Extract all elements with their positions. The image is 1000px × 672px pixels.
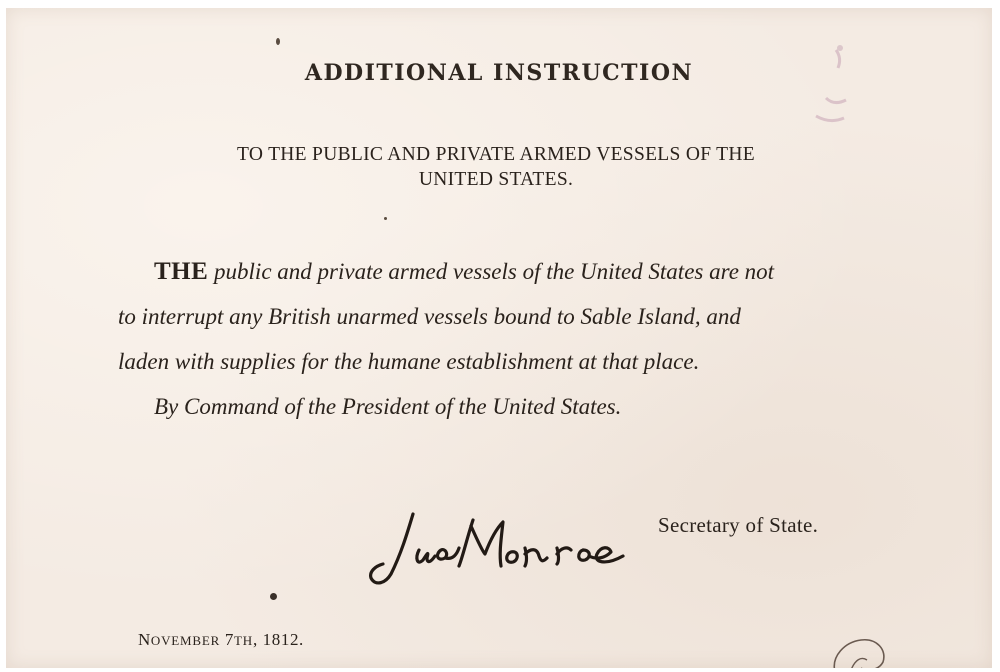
- paragraph-line-1-text: public and private armed vessels of the United States are not: [208, 259, 775, 284]
- paragraph-lead-word: THE: [154, 258, 209, 285]
- command-line: By Command of the President of the United States.: [154, 394, 622, 419]
- document-date: [138, 630, 304, 650]
- handwritten-signature: [361, 500, 641, 600]
- date-day-suffix: TH: [234, 633, 253, 648]
- paragraph-line-1: [118, 249, 898, 294]
- date-month-rest: OVEMBER: [150, 633, 221, 648]
- date-year: , 1812.: [252, 630, 304, 649]
- subtitle-line-2: UNITED STATES.: [418, 169, 574, 190]
- paragraph-line-3: laden with supplies for the humane establishment at that place.: [118, 349, 700, 374]
- signer-title: Secretary of State.: [658, 513, 819, 537]
- date-month-initial: N: [138, 630, 151, 649]
- paragraph-line-2: to interrupt any British unarmed vessels bound to Sable Island, and: [118, 304, 741, 329]
- document-subtitle: [166, 142, 826, 192]
- document-title: ADDITIONAL INSTRUCTION: [304, 60, 694, 86]
- document-sheet: [6, 8, 992, 668]
- instruction-paragraph: [118, 249, 898, 384]
- date-day: 7: [220, 630, 235, 649]
- pencil-corner-mark: [821, 630, 901, 668]
- paper-speck: [276, 38, 280, 45]
- paper-speck: [384, 217, 387, 220]
- ink-spot: [270, 593, 277, 600]
- subtitle-line-1: TO THE PUBLIC AND PRIVATE ARMED VESSELS OF THE: [237, 144, 755, 165]
